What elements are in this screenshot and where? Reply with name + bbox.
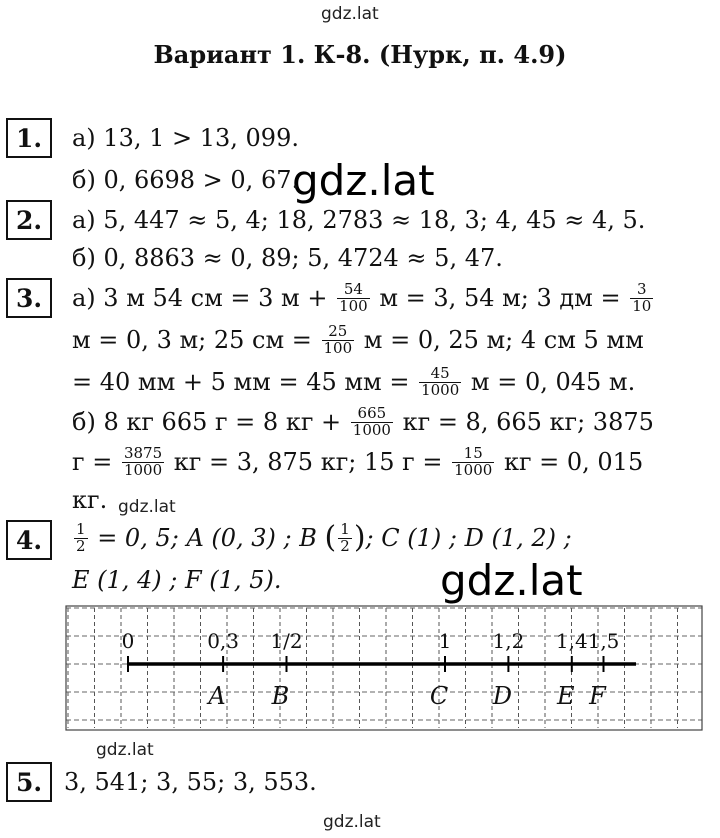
tick-label: 1,5	[587, 629, 620, 653]
task3-line-1	[72, 278, 655, 318]
task-number-1: 1.	[6, 118, 52, 158]
task3-line-3	[72, 362, 635, 402]
task5-line: 3, 541; 3, 55; 3, 553.	[64, 768, 317, 796]
point-label: C	[429, 682, 449, 710]
text: м = 0, 25 м; 4 см 5 мм	[363, 326, 644, 354]
text: ; C (1) ; D (1, 2) ;	[365, 524, 572, 552]
tick-label: 1	[438, 629, 452, 653]
denominator: 1000	[454, 460, 493, 479]
task3-line-4	[72, 402, 654, 442]
tick-label: 1,4	[555, 629, 588, 653]
text: г =	[72, 448, 113, 476]
task-number-2: 2.	[6, 200, 52, 240]
point-label: A	[208, 682, 226, 710]
point-label: D	[492, 682, 513, 710]
numerator: 15	[452, 446, 494, 463]
page-title: Вариант 1. К-8. (Нурк, п. 4.9)	[153, 40, 567, 69]
numerator: 1	[340, 519, 350, 538]
task3-line-2	[72, 320, 644, 360]
fraction	[122, 443, 164, 479]
text: а) 3 м 54 см = 3 м +	[72, 284, 328, 312]
task3-line-5	[72, 442, 643, 482]
denominator: 2	[340, 536, 350, 555]
text: м = 3, 54 м; 3 дм =	[379, 284, 621, 312]
fraction	[419, 363, 461, 399]
task2-line-a: а) 5, 447 ≈ 5, 4; 18, 2783 ≈ 18, 3; 4, 45 ≈ 4, 5.	[72, 206, 646, 234]
fraction	[322, 321, 355, 357]
point-label: E	[557, 682, 575, 710]
tick-label: 1,2	[492, 629, 525, 653]
task-number-3: 3.	[6, 278, 52, 318]
fraction	[351, 403, 393, 439]
text: кг = 8, 665 кг; 3875	[402, 408, 654, 436]
fraction	[338, 519, 352, 555]
text: кг = 0, 015	[503, 448, 644, 476]
text: = 0, 5; A (0, 3) ; B	[97, 524, 317, 552]
point-label: F	[589, 682, 606, 710]
numerator: 54	[337, 282, 370, 299]
tick-label: 1/2	[270, 629, 303, 653]
paren-left: (	[324, 520, 337, 555]
text: б) 8 кг 665 г = 8 кг +	[72, 408, 342, 436]
watermark: gdz.lat	[321, 4, 379, 24]
numerator: 3875	[123, 443, 163, 462]
denominator: 100	[323, 338, 353, 357]
text: кг = 3, 875 кг; 15 г =	[173, 448, 443, 476]
numerator: 45	[419, 366, 461, 383]
denominator: 2	[76, 536, 86, 555]
grid-border	[66, 606, 702, 730]
denominator: 1000	[123, 460, 163, 479]
task4-line-2: E (1, 4) ; F (1, 5).	[72, 566, 282, 594]
watermark: gdz.lat	[96, 740, 154, 760]
watermark-large: gdz.lat	[292, 156, 435, 205]
text: = 40 мм + 5 мм = 45 мм =	[72, 368, 410, 396]
numerator: 1	[76, 519, 86, 538]
task1-line-a: а) 13, 1 > 13, 099.	[72, 124, 299, 152]
task-number-5: 5.	[6, 762, 52, 802]
tick-label: 0	[121, 629, 135, 653]
task4-line-1	[72, 518, 572, 558]
watermark-large: gdz.lat	[440, 556, 583, 605]
tick-label: 0,3	[207, 629, 240, 653]
fraction	[630, 279, 653, 315]
denominator: 10	[632, 296, 652, 315]
text: м = 0, 045 м.	[470, 368, 636, 396]
denominator: 100	[339, 296, 368, 315]
task3-line-6: кг.	[72, 486, 108, 514]
paren-right: )	[353, 520, 366, 555]
task2-line-b: б) 0, 8863 ≈ 0, 89; 5, 4724 ≈ 5, 47.	[72, 244, 503, 272]
task-number-4: 4.	[6, 520, 52, 560]
text: м = 0, 3 м; 25 см =	[72, 326, 312, 354]
number-line-figure	[0, 600, 720, 750]
numerator: 3	[630, 282, 653, 299]
numerator: 25	[322, 324, 355, 341]
watermark: gdz.lat	[323, 812, 381, 832]
fraction	[74, 519, 88, 555]
numerator: 665	[351, 406, 393, 423]
fraction	[452, 443, 494, 479]
denominator: 1000	[352, 420, 391, 439]
denominator: 1000	[421, 380, 460, 399]
point-label: B	[271, 682, 290, 710]
watermark: gdz.lat	[118, 497, 176, 517]
task1-line-b: б) 0, 6698 > 0, 67.	[72, 166, 300, 194]
fraction	[337, 279, 370, 315]
